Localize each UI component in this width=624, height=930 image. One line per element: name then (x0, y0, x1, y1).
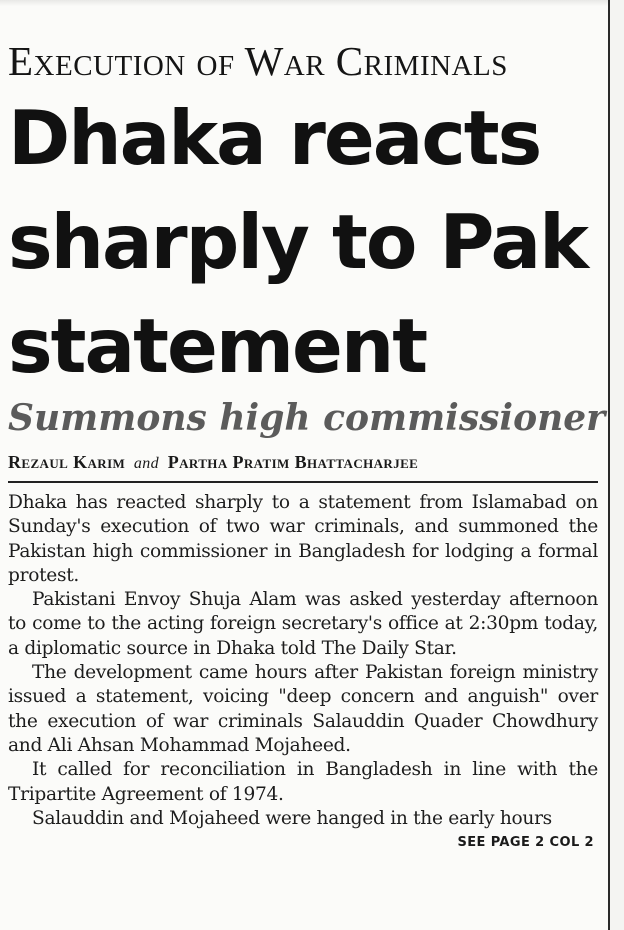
subhead: Summons high commissioner (8, 397, 606, 439)
page-edge-right (610, 0, 624, 930)
byline-author: Partha Pratim Bhattacharjee (167, 452, 419, 472)
headline-line: Dhaka reacts (8, 94, 541, 182)
body-paragraph: Dhaka has reacted sharply to a statement from Islamabad on Sunday's execution of two war criminals, and summoned the Pakistan high commissioner in Bangladesh for lodging a formal protest. (8, 492, 598, 586)
byline-author: Rezaul Karim (8, 452, 126, 472)
body-paragraph: The development came hours after Pakistan foreign ministry issued a statement, voicing "deep concern and anguish" over the execution of war criminals Salauddin Quader Chowdhury and Ali Ahsan Mohammad Mojaheed. (8, 662, 598, 756)
headline (8, 86, 598, 398)
continuation-note: SEE PAGE 2 COL 2 (457, 835, 594, 851)
byline-conjunction: and (133, 455, 160, 472)
body-paragraph: Salauddin and Mojaheed were hanged in the early hours (32, 807, 552, 829)
body-paragraph: Pakistani Envoy Shuja Alam was asked yesterday afternoon to come to the acting foreign secretary's office at 2:30pm today, a diplomatic source in Dhaka told The Daily Star. (8, 589, 598, 659)
kicker: Execution of War Criminals (8, 38, 508, 84)
body-paragraph: It called for reconciliation in Bangladesh in line with the Tripartite Agreement of 1974. (8, 759, 598, 805)
headline-line: sharply to Pak (8, 198, 587, 286)
headline-line: statement (8, 302, 427, 390)
page-edge-top (0, 0, 624, 6)
byline-divider (8, 481, 598, 483)
byline (8, 452, 598, 473)
column-rule (608, 0, 610, 930)
news-article (8, 38, 606, 851)
article-body (8, 491, 598, 831)
